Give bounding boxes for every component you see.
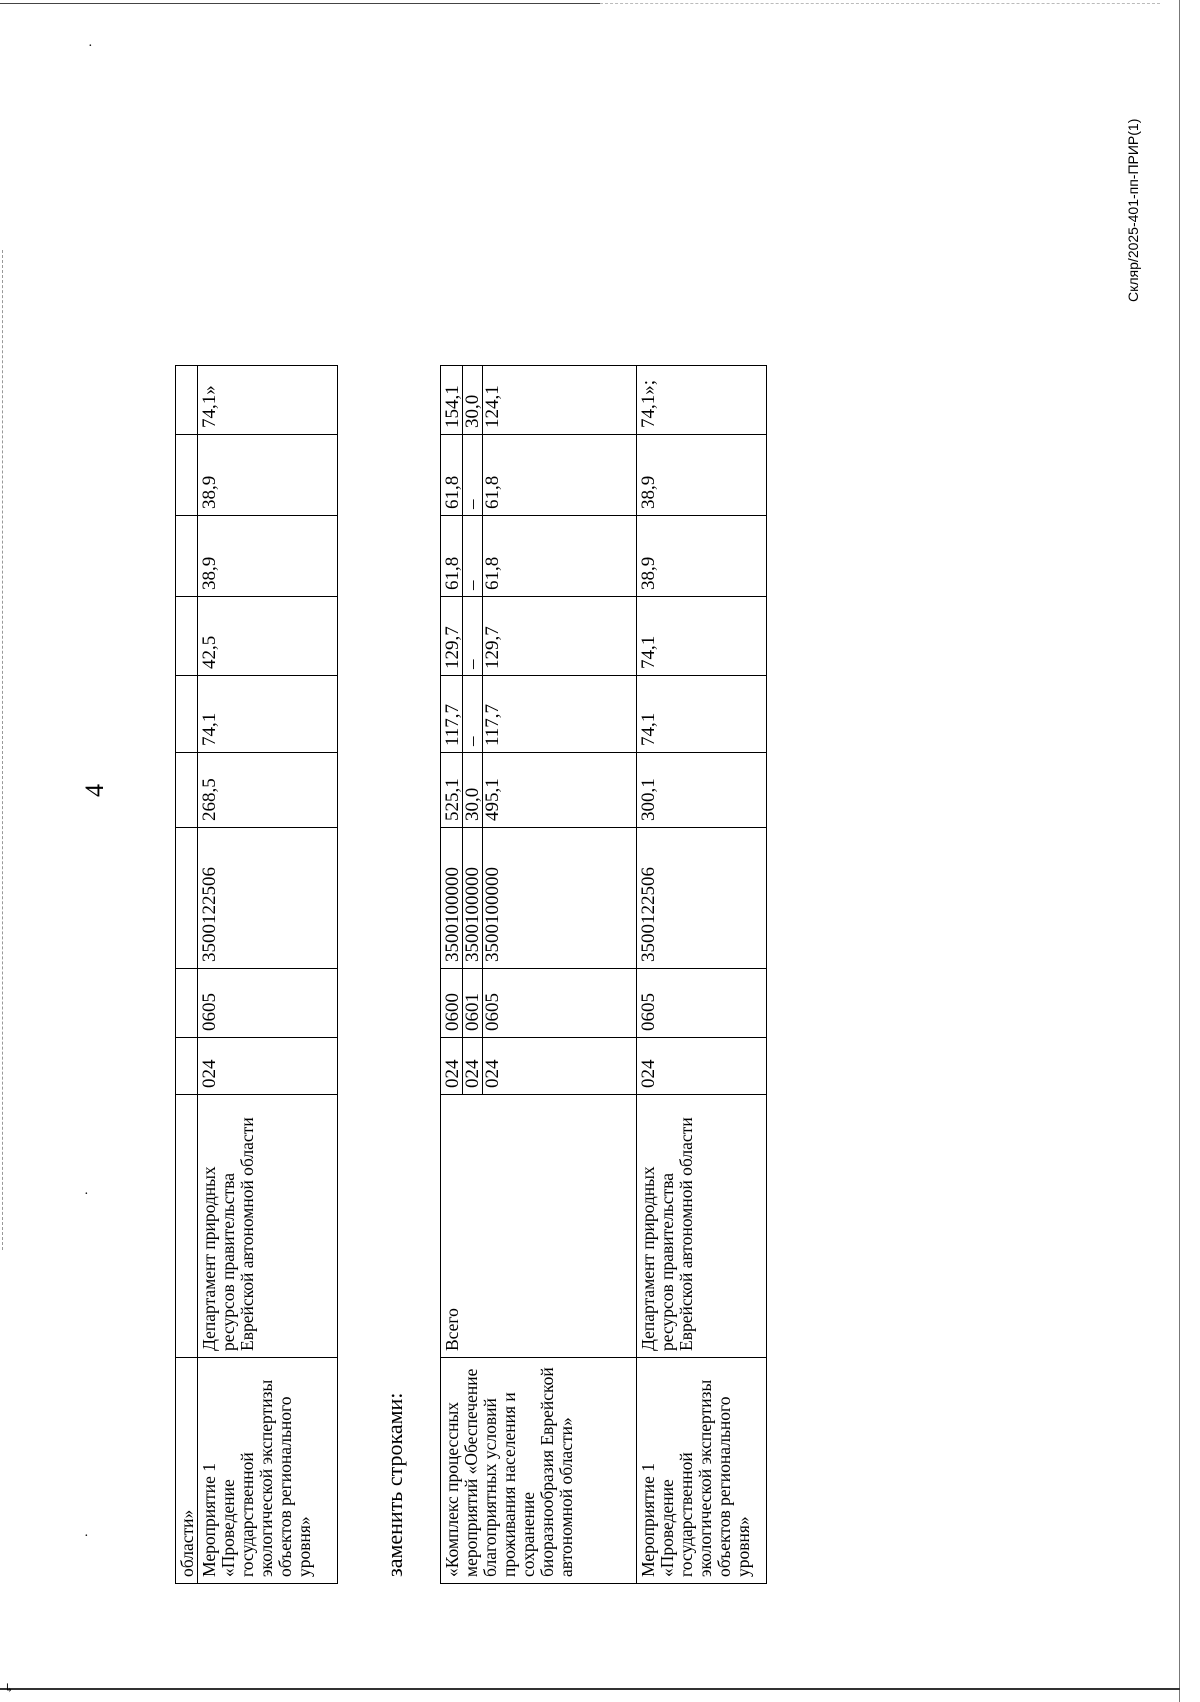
value-cell: 38,9 (198, 435, 338, 516)
organization-cell: Департамент природных ресурсов правительства Еврейской автономной области (637, 1095, 767, 1358)
code-cell: 024 (637, 1038, 767, 1095)
value-cell: 38,9 (637, 516, 767, 597)
table-row (441, 366, 637, 1584)
scan-speck: · (84, 1529, 89, 1544)
value-cell: 74,1 (637, 597, 767, 676)
document-code: Скляр/2025-401-пп-ПРИР(1) (1125, 118, 1141, 302)
page-number: 4 (80, 784, 109, 797)
section-cell: 0600 0601 0605 (441, 969, 637, 1038)
complex-name-cell: «Комплекс процессных мероприятий «Обеспечение благоприятных условий проживания населения и сохранение биоразнообразия Еврейской автономной области» (441, 1358, 637, 1584)
value-cell: 38,9 (198, 516, 338, 597)
table-row (198, 366, 338, 1584)
target-item-cell: 3500122506 (637, 828, 767, 969)
value-cell: 525,1 30,0 495,1 (441, 753, 637, 828)
value-cell: 61,8 – 61,8 (441, 516, 637, 597)
scan-speck: · (84, 1187, 89, 1202)
value-cell: 74,1 (198, 676, 338, 753)
organization-cell: Департамент природных ресурсов правительства Еврейской автономной области (198, 1095, 338, 1358)
total-label-cell: Всего (441, 1095, 637, 1358)
value-cell: 74,1 (637, 676, 767, 753)
value-cell: 61,8 – 61,8 (441, 435, 637, 516)
measure-name-cell: Мероприятие 1 «Проведение государственной экологической экспертизы объектов регионального уровня» (198, 1358, 338, 1584)
section-cell: 0605 (198, 969, 338, 1038)
value-cell: 129,7 – 129,7 (441, 597, 637, 676)
original-rows-table (175, 365, 338, 1584)
replace-with-rows-text: заменить строками: (382, 1392, 407, 1577)
value-cell: 300,1 (637, 753, 767, 828)
scan-corner-mark: ↳ (4, 1681, 15, 1695)
value-cell: 74,1»; (637, 366, 767, 435)
value-cell: 42,5 (198, 597, 338, 676)
value-cell: 74,1» (198, 366, 338, 435)
target-item-cell: 3500122506 (198, 828, 338, 969)
replacement-rows-table (440, 365, 767, 1584)
table-row (176, 366, 198, 1584)
code-cell: 024 024 024 (441, 1038, 637, 1095)
value-cell: 38,9 (637, 435, 767, 516)
header-fragment-cell: области» (176, 1358, 198, 1584)
value-cell: 268,5 (198, 753, 338, 828)
table-row (637, 366, 767, 1584)
value-cell: 154,1 30,0 124,1 (441, 366, 637, 435)
scan-speck: · (88, 39, 93, 54)
target-item-cell: 3500100000 3500100000 3500100000 (441, 828, 637, 969)
measure-name-cell: Мероприятие 1 «Проведение государственной экологической экспертизы объектов регионального уровня» (637, 1358, 767, 1584)
section-cell: 0605 (637, 969, 767, 1038)
code-cell: 024 (198, 1038, 338, 1095)
value-cell: 117,7 – 117,7 (441, 676, 637, 753)
